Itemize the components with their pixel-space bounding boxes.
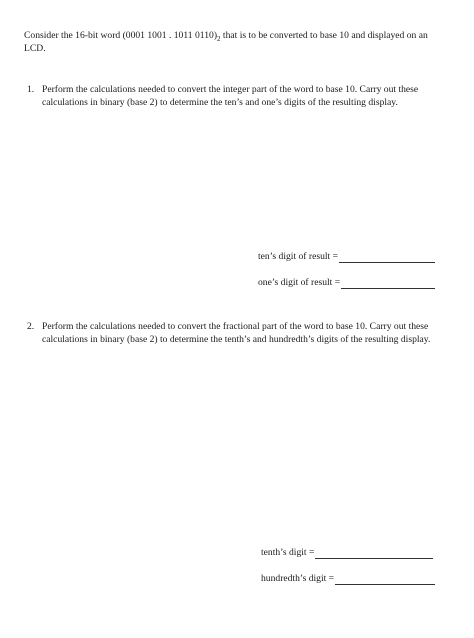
intro-text-part2: that is to be converted to base 10 and displayed on an LCD. [24,30,428,54]
question-1 [27,83,457,109]
question-1-number: 1. [27,84,35,95]
intro-subscript: 2 [217,34,221,43]
ones-digit-answer [258,276,435,289]
tens-digit-blank[interactable] [339,252,435,263]
tenths-digit-answer [261,546,433,559]
question-1-text: Perform the calculations needed to convert the integer part of the word to base 10. Carry out these calculations in binary (base 2) to determine the ten’s and one’s digits of the resulting display. [42,84,419,108]
ones-digit-label: one’s digit of result = [258,277,341,288]
question-2 [27,320,457,346]
hundredths-digit-label: hundredth’s digit = [261,573,335,584]
tens-digit-label: ten’s digit of result = [258,251,339,262]
tenths-digit-label: tenth’s digit = [261,547,315,558]
tens-digit-answer [258,250,435,263]
intro-paragraph [24,29,444,55]
hundredths-digit-answer [261,572,435,585]
hundredths-digit-blank[interactable] [335,574,435,585]
intro-text-part1: Consider the 16-bit word (0001 1001 . 1011 0110) [24,30,218,41]
tenths-digit-blank[interactable] [315,548,433,559]
question-2-number: 2. [27,321,35,332]
question-2-text: Perform the calculations needed to convert the fractional part of the word to base 10. Carry out these calculations in binary (base 2) to determine the tenth’s and hundredth’s digits of the resulting display. [42,321,431,345]
ones-digit-blank[interactable] [341,278,435,289]
